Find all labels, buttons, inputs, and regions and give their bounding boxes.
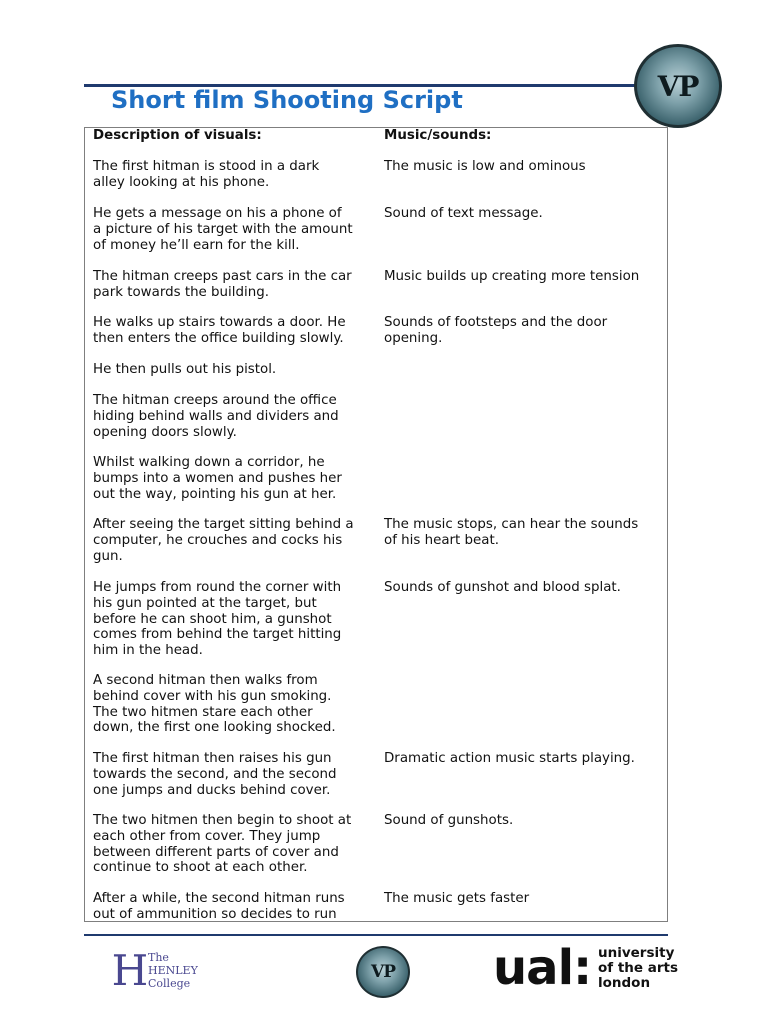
music-cell: Sound of text message.	[384, 206, 543, 221]
visual-cell: After a while, the second hitman runs out of ammunition so decides to run	[93, 891, 345, 922]
music-cell: Music builds up creating more tension	[384, 269, 640, 284]
visual-cell: The two hitmen then begin to shoot at each other from cover. They jump between different parts of cover and continue to shoot at each other.	[93, 813, 352, 876]
music-cell: The music stops, can hear the sounds of his heart beat.	[384, 517, 639, 548]
shooting-script-table	[84, 127, 668, 922]
ual-logo-text: university of the arts london	[598, 945, 679, 991]
music-cell: Sounds of footsteps and the door opening.	[384, 315, 608, 346]
visual-cell: He then pulls out his pistol.	[93, 362, 277, 377]
henley-h-mark: H	[111, 946, 149, 995]
visual-cell: He walks up stairs towards a door. He then enters the office building slowly.	[93, 315, 346, 346]
visual-cell: The first hitman then raises his gun towards the second, and the second one jumps and ducks behind cover.	[93, 751, 337, 798]
music-cell: Sound of gunshots.	[384, 813, 514, 828]
footer-rule	[84, 934, 668, 936]
vp-logo	[634, 44, 722, 128]
music-cell: Sounds of gunshot and blood splat.	[384, 580, 621, 595]
visual-cell: After seeing the target sitting behind a computer, he crouches and cocks his gun.	[93, 517, 354, 564]
visual-cell: The hitman creeps around the office hiding behind walls and dividers and opening doors slowly.	[93, 393, 339, 440]
visual-cell: He gets a message on his a phone of a picture of his target with the amount of money he’ll earn for the kill.	[93, 206, 353, 253]
visual-cell: He jumps from round the corner with his gun pointed at the target, but before he can shoot him, a gunshot comes from behind the target hitting him in the head.	[93, 580, 342, 659]
visual-cell: The hitman creeps past cars in the car park towards the building.	[93, 269, 352, 300]
music-cell: The music gets faster	[384, 891, 530, 906]
henley-college-logo	[110, 946, 210, 995]
ual-logo-mark: ual:	[493, 940, 592, 996]
visuals-heading: Description of visuals:	[93, 128, 262, 143]
vp-footer-logo	[356, 946, 410, 998]
vp-logo-text: VP	[657, 69, 699, 103]
visual-cell: The first hitman is stood in a dark alley looking at his phone.	[93, 159, 320, 190]
music-cell: The music is low and ominous	[384, 159, 586, 174]
visual-cell: Whilst walking down a corridor, he bumps into a women and pushes her out the way, pointing his gun at her.	[93, 455, 342, 502]
vp-footer-logo-text: VP	[371, 962, 395, 982]
page-title: Short film Shooting Script	[111, 86, 463, 114]
visual-cell: A second hitman then walks from behind cover with his gun smoking. The two hitmen stare each other down, the first one looking shocked.	[93, 673, 336, 736]
music-cell: Dramatic action music starts playing.	[384, 751, 635, 766]
music-heading: Music/sounds:	[384, 128, 492, 143]
henley-college-name: The HENLEY College	[148, 951, 198, 990]
